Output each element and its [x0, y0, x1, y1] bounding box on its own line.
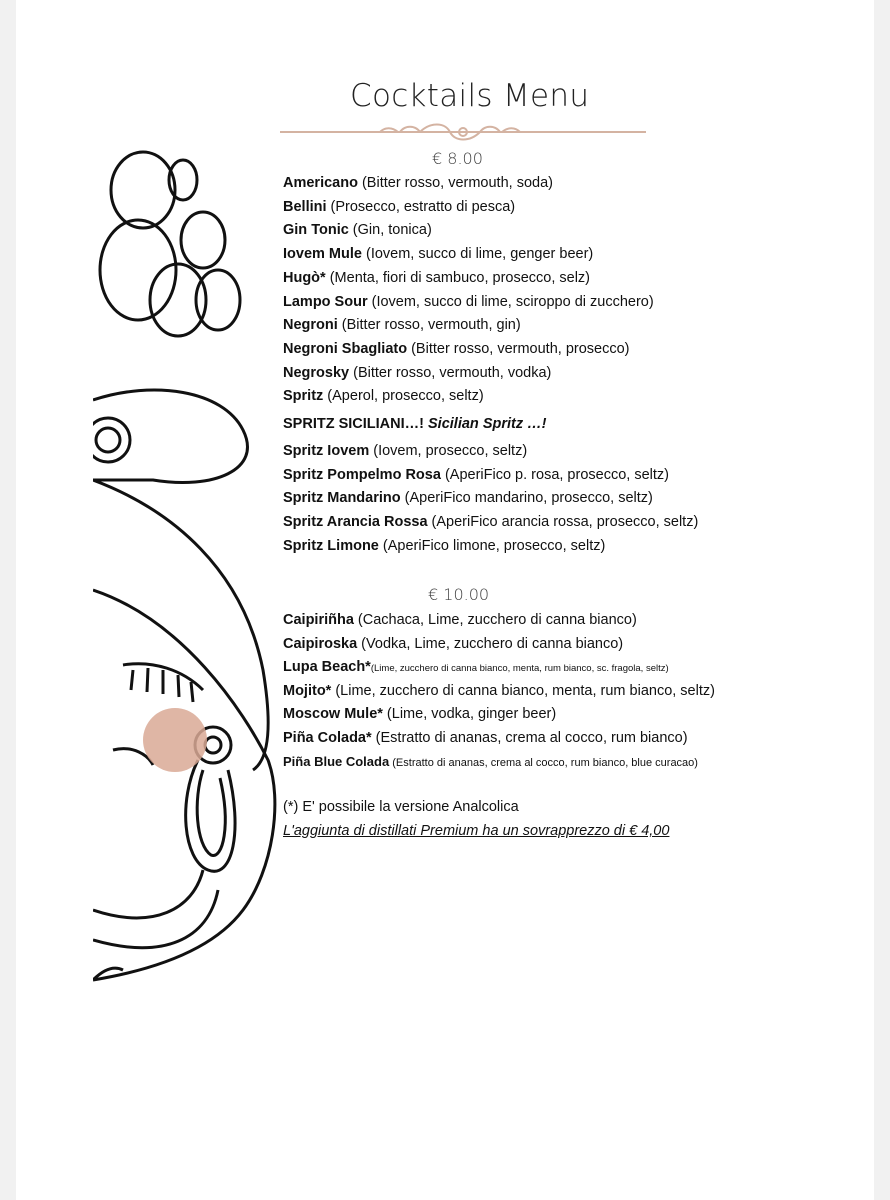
menu-item-name: Spritz Mandarino [283, 490, 401, 507]
menu-item [283, 339, 630, 359]
menu-item-description: (AperiFico limone, prosecco, seltz) [378, 537, 606, 554]
menu-item-description: (AperiFico mandarino, prosecco, seltz) [400, 490, 653, 507]
menu-item-name: Negroni [283, 317, 338, 334]
menu-item-name: Bellini [283, 198, 327, 215]
menu-item-name: Americano [283, 175, 358, 191]
menu-item-name: Lupa Beach* [283, 659, 371, 676]
menu-item-description: (Bitter rosso, vermouth, vodka) [349, 364, 552, 381]
menu-item [283, 752, 698, 773]
menu-item [283, 536, 605, 556]
menu-item-name: Negroni Sbagliato [283, 340, 408, 357]
spritz-heading-italic: Sicilian Spritz …! [423, 416, 547, 432]
menu-item-description: (Estratto di ananas, crema al cocco, rum bianco) [371, 730, 688, 746]
menu-item [283, 315, 521, 335]
spritz-siciliani-heading [283, 416, 546, 432]
menu-item-name: Spritz Arancia Rossa [283, 514, 428, 531]
menu-item [283, 197, 515, 217]
menu-item-name: Caipiroska [283, 635, 358, 652]
menu-item-description: (Iovem, prosecco, seltz) [369, 443, 528, 459]
menu-item [283, 386, 484, 406]
menu-item-description: (AperiFico arancia rossa, prosecco, seltz) [427, 514, 699, 531]
spritz-heading: SPRITZ SICILIANI…! [283, 416, 424, 432]
menu-item [283, 220, 432, 240]
menu-item [283, 634, 623, 654]
menu-item-name: Piña Blue Colada [283, 753, 390, 769]
menu-item-description: (Estratto di ananas, crema al cocco, rum bianco, blue curacao) [389, 756, 698, 769]
menu-item [283, 512, 698, 532]
note-analcolica: (*) E' possibile la versione Analcolica [283, 799, 519, 815]
menu-item-name: Spritz Iovem [283, 443, 370, 459]
menu-item-description: (Iovem, succo di lime, sciroppo di zucchero) [367, 293, 654, 310]
menu-item-name: Hugò* [283, 269, 326, 286]
menu-item [283, 704, 556, 724]
menu-item [283, 681, 715, 701]
menu-item [283, 610, 637, 630]
menu-item-name: Gin Tonic [283, 222, 349, 239]
menu-item [283, 363, 551, 383]
price-8: € 8.00 [432, 149, 483, 168]
menu-item-name: Caipiriñha [283, 612, 354, 628]
blush-cheek [143, 708, 207, 772]
price-10: € 10.00 [428, 585, 490, 604]
menu-item-description: (Bitter rosso, vermouth, gin) [337, 317, 521, 334]
menu-item-name: Piña Colada* [283, 730, 372, 746]
menu-item [283, 244, 593, 264]
menu-item-name: Lampo Sour [283, 293, 368, 310]
menu-item-description: (Bitter rosso, vermouth, soda) [357, 175, 553, 191]
cactus-paddle [111, 152, 175, 228]
menu-item-description: (Lime, vodka, ginger beer) [382, 706, 557, 723]
ornamental-divider [280, 119, 646, 145]
menu-item-description: (Bitter rosso, vermouth, prosecco) [407, 340, 630, 357]
menu-item-description: (Vodka, Lime, zucchero di canna bianco) [357, 635, 624, 652]
menu-item [283, 173, 553, 193]
menu-item-name: Spritz Pompelmo Rosa [283, 466, 441, 483]
menu-item-description: (Prosecco, estratto di pesca) [326, 198, 516, 215]
menu-item-description: (Cachaca, Lime, zucchero di canna bianco) [353, 612, 637, 628]
menu-item-description: (AperiFico p. rosa, prosecco, seltz) [440, 466, 669, 483]
menu-item-name: Iovem Mule [283, 246, 362, 263]
menu-item-description: (Menta, fiori di sambuco, prosecco, selz) [325, 269, 591, 286]
page-title: Cocktails Menu [350, 78, 590, 114]
menu-item-description: (Gin, tonica) [348, 222, 432, 239]
menu-item-name: Spritz [283, 388, 324, 405]
menu-item [283, 728, 688, 748]
menu-item [283, 292, 654, 312]
menu-item [283, 657, 669, 679]
menu-item-description: (Aperol, prosecco, seltz) [323, 388, 484, 405]
note-premium: L'aggiunta di distillati Premium ha un sovrapprezzo di € 4,00 [283, 823, 670, 839]
menu-item-description: (Lime, zucchero di canna bianco, menta, rum bianco, sc. fragola, seltz) [370, 663, 669, 675]
menu-item-description: (Lime, zucchero di canna bianco, menta, rum bianco, seltz) [331, 682, 715, 699]
menu-item [283, 488, 653, 508]
menu-item [283, 268, 590, 288]
menu-item-name: Spritz Limone [283, 537, 379, 554]
menu-item [283, 441, 527, 461]
menu-item-description: (Iovem, succo di lime, genger beer) [361, 246, 594, 263]
menu-item-name: Negrosky [283, 364, 350, 381]
menu-item [283, 465, 669, 485]
menu-item-name: Moscow Mule* [283, 706, 383, 723]
menu-item-name: Mojito* [283, 682, 332, 699]
